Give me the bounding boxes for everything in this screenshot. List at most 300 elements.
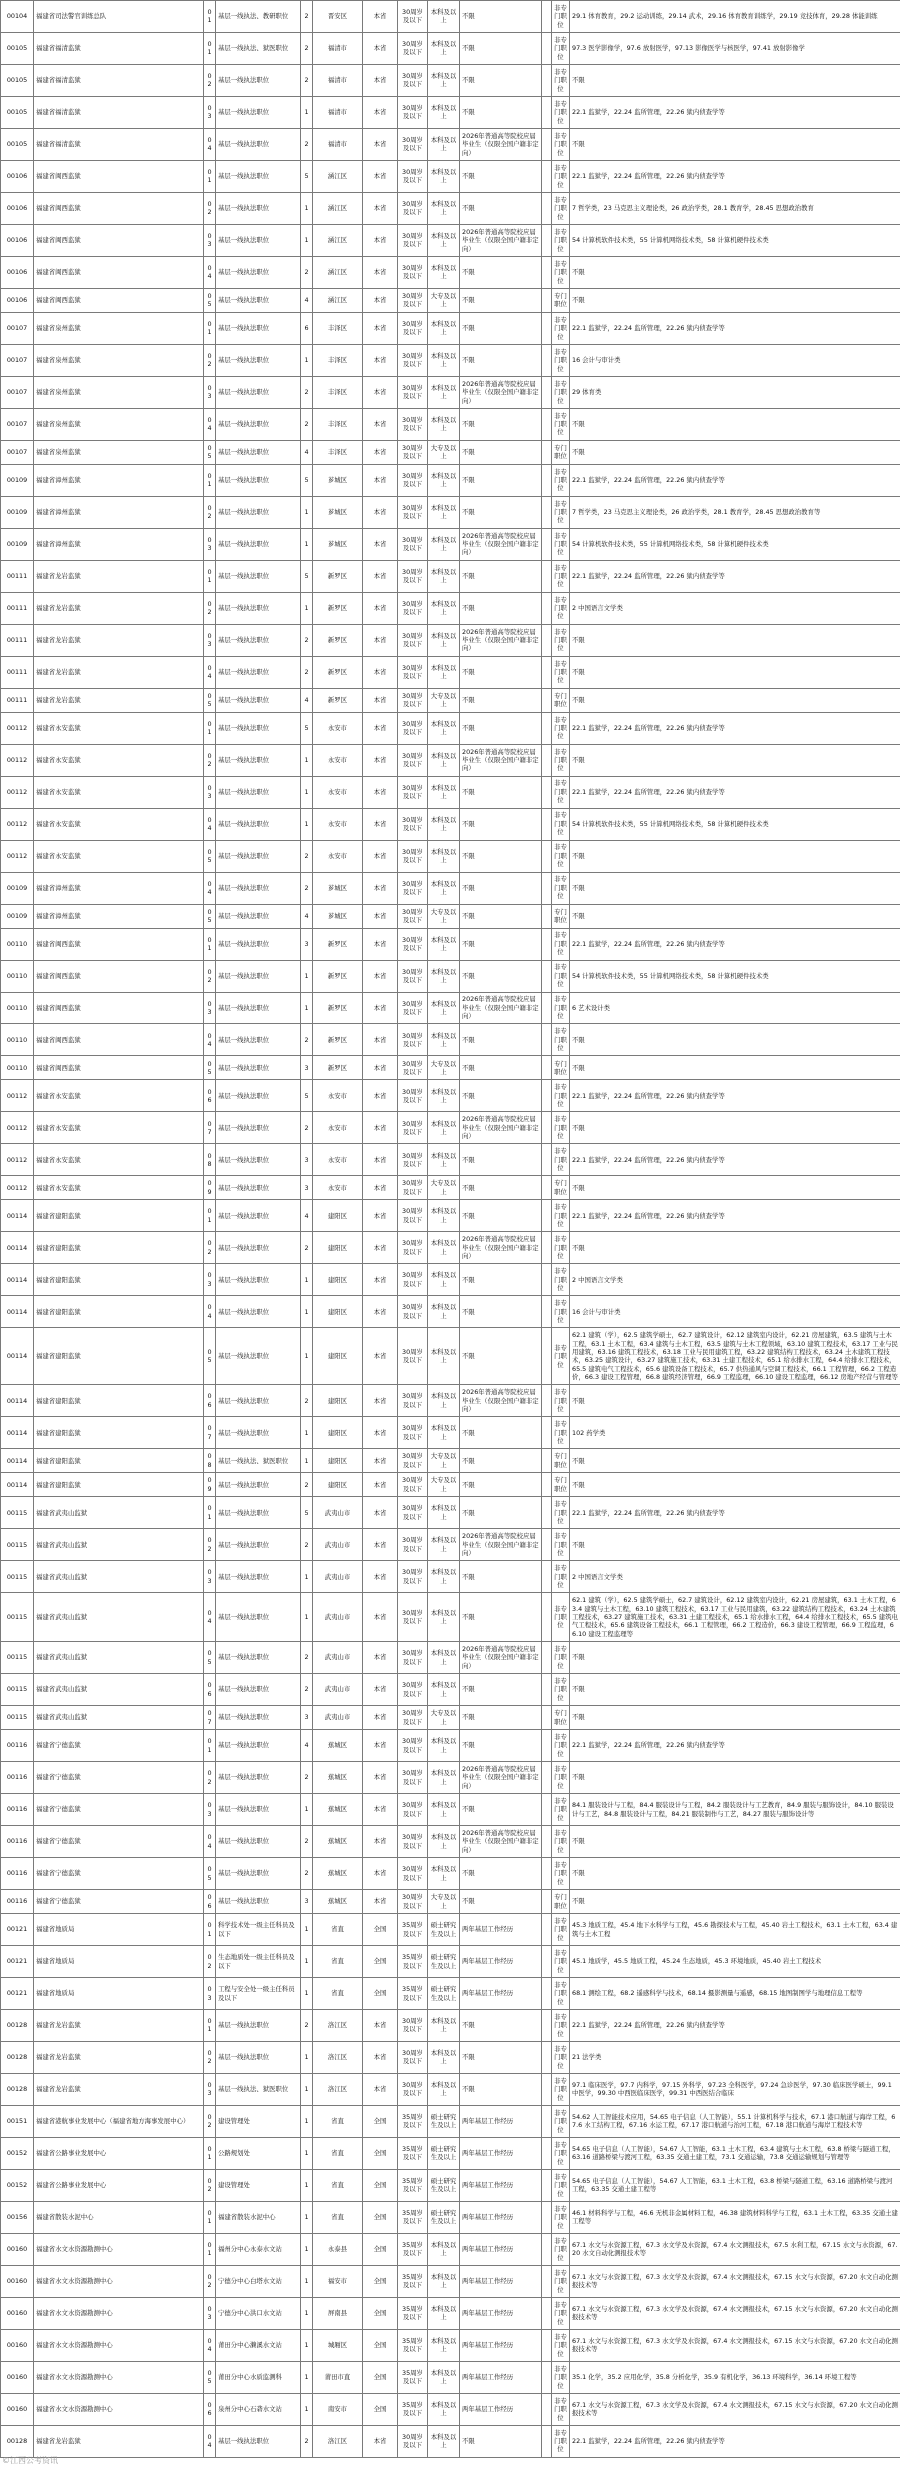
household-scope-cell: 本省 [363,464,398,496]
position-name-cell: 基层一线执法职位 [216,560,301,592]
unit-name-cell: 福建省永安监狱 [34,808,204,840]
unit-name-cell: 福建省建阳监狱 [34,1232,204,1264]
position-type-cell: 非专门职位 [552,1730,570,1762]
note-cell-cell [542,64,552,96]
unit-code-cell: 00109 [1,464,34,496]
headcount-cell: 1 [301,960,313,992]
major-requirement-cell: 不限 [570,1858,900,1890]
position-code-cell: 01 [204,2233,216,2265]
work-location-cell: 武夷山市 [313,1593,363,1642]
position-code-cell: 02 [204,192,216,224]
position-name-cell: 基层一线执法职位 [216,2041,301,2073]
work-location-cell: 莆田市直 [313,2361,363,2393]
position-code-cell: 02 [204,1529,216,1561]
unit-code-cell: 00112 [1,840,34,872]
note-cell-cell [542,1296,552,1328]
work-location-cell: 建阳区 [313,1200,363,1232]
major-requirement-cell: 不限 [570,1385,900,1417]
education-cell: 本科及以上 [428,872,460,904]
headcount-cell: 2 [301,128,313,160]
position-type-cell: 非专门职位 [552,376,570,408]
unit-name-cell: 福建省永安监狱 [34,1080,204,1112]
position-code-cell: 06 [204,1890,216,1914]
work-location-cell: 新罗区 [313,656,363,688]
position-name-cell: 基层一线执法职位 [216,744,301,776]
unit-name-cell: 福建省水文水资源勘测中心 [34,2233,204,2265]
other-requirement-cell: 不限 [460,2010,542,2042]
position-name-cell: 莆田分中心濑溪水文站 [216,2329,301,2361]
major-requirement-cell: 不限 [570,1890,900,1914]
position-type-cell: 非专门职位 [552,928,570,960]
position-type-cell: 非专门职位 [552,1946,570,1978]
unit-code-cell: 00112 [1,1080,34,1112]
position-code-cell: 01 [204,464,216,496]
position-name-cell: 基层一线执法职位 [216,256,301,288]
position-code-cell: 03 [204,1978,216,2010]
unit-name-cell: 福建省地质局 [34,1914,204,1946]
unit-code-cell: 00115 [1,1593,34,1642]
position-type-cell: 非专门职位 [552,1385,570,1417]
age-limit-cell: 35周岁及以下 [398,2201,428,2233]
other-requirement-cell: 不限 [460,1056,542,1080]
major-requirement-cell: 不限 [570,1826,900,1858]
note-cell-cell [542,1730,552,1762]
table-row [1,496,900,528]
unit-name-cell: 福建省建阳监狱 [34,1328,204,1385]
unit-name-cell: 福建省漳州监狱 [34,464,204,496]
note-cell-cell [542,160,552,192]
age-limit-cell: 30周岁及以下 [398,928,428,960]
note-cell-cell [542,2361,552,2393]
education-cell: 本科及以上 [428,624,460,656]
household-scope-cell: 本省 [363,1449,398,1473]
unit-code-cell: 00156 [1,2201,34,2233]
age-limit-cell: 30周岁及以下 [398,744,428,776]
other-requirement-cell: 不限 [460,1328,542,1385]
headcount-cell: 1 [301,1264,313,1296]
unit-name-cell: 福建省散装水泥中心 [34,2201,204,2233]
note-cell-cell [542,1024,552,1056]
unit-code-cell: 00112 [1,776,34,808]
other-requirement-cell: 两年基层工作经历 [460,2105,542,2137]
position-name-cell: 基层一线执法职位 [216,688,301,712]
unit-name-cell: 福建省建阳监狱 [34,1264,204,1296]
position-type-cell: 非专门职位 [552,592,570,624]
other-requirement-cell: 两年基层工作经历 [460,2233,542,2265]
position-code-cell: 01 [204,560,216,592]
position-code-cell: 03 [204,2073,216,2105]
education-cell: 本科及以上 [428,2265,460,2297]
age-limit-cell: 30周岁及以下 [398,1112,428,1144]
position-name-cell: 基层一线执法职位 [216,1890,301,1914]
education-cell: 本科及以上 [428,1296,460,1328]
work-location-cell: 丰泽区 [313,376,363,408]
education-cell: 大专及以上 [428,1449,460,1473]
household-scope-cell: 本省 [363,1890,398,1914]
table-row [1,1858,900,1890]
position-name-cell: 福州分中心永泰水文站 [216,2233,301,2265]
age-limit-cell: 30周岁及以下 [398,992,428,1024]
headcount-cell: 2 [301,64,313,96]
major-requirement-cell: 不限 [570,872,900,904]
household-scope-cell: 本省 [363,64,398,96]
headcount-cell: 4 [301,440,313,464]
position-name-cell: 基层一线执法职位 [216,160,301,192]
position-name-cell: 基层一线执法职位 [216,288,301,312]
position-name-cell: 基层一线执法职位 [216,312,301,344]
table-row [1,656,900,688]
position-type-cell: 专门职位 [552,1706,570,1730]
position-code-cell: 01 [204,2137,216,2169]
other-requirement-cell: 两年基层工作经历 [460,2201,542,2233]
table-row [1,1449,900,1473]
household-scope-cell: 本省 [363,1674,398,1706]
education-cell: 本科及以上 [428,32,460,64]
household-scope-cell: 本省 [363,1730,398,1762]
position-name-cell: 基层一线执法职位 [216,928,301,960]
work-location-cell: 丰泽区 [313,344,363,376]
age-limit-cell: 30周岁及以下 [398,1200,428,1232]
note-cell-cell [542,464,552,496]
major-requirement-cell: 2 中国语言文学类 [570,1264,900,1296]
work-location-cell: 建阳区 [313,1417,363,1449]
education-cell: 本科及以上 [428,408,460,440]
unit-name-cell: 福建省泉州监狱 [34,440,204,464]
unit-code-cell: 00109 [1,872,34,904]
headcount-cell: 1 [301,2105,313,2137]
table-row [1,1529,900,1561]
other-requirement-cell: 不限 [460,1561,542,1593]
note-cell-cell [542,1385,552,1417]
other-requirement-cell: 不限 [460,344,542,376]
age-limit-cell: 30周岁及以下 [398,496,428,528]
other-requirement-cell: 两年基层工作经历 [460,2361,542,2393]
work-location-cell: 福清市 [313,32,363,64]
other-requirement-cell: 不限 [460,1449,542,1473]
other-requirement-cell: 不限 [460,1497,542,1529]
unit-code-cell: 00152 [1,2137,34,2169]
note-cell-cell [542,2393,552,2425]
headcount-cell: 2 [301,1024,313,1056]
other-requirement-cell: 两年基层工作经历 [460,2297,542,2329]
education-cell: 本科及以上 [428,1593,460,1642]
position-code-cell: 03 [204,1794,216,1826]
position-type-cell: 非专门职位 [552,1497,570,1529]
unit-name-cell: 福建省宁德监狱 [34,1858,204,1890]
other-requirement-cell: 2026年普通高等院校应届毕业生（仅限全国户籍非定向） [460,128,542,160]
education-cell: 本科及以上 [428,776,460,808]
position-code-cell: 05 [204,1858,216,1890]
note-cell-cell [542,96,552,128]
work-location-cell: 涵江区 [313,192,363,224]
education-cell: 硕士研究生及以上 [428,2105,460,2137]
headcount-cell: 1 [301,1978,313,2010]
position-code-cell: 03 [204,224,216,256]
work-location-cell: 芗城区 [313,496,363,528]
age-limit-cell: 30周岁及以下 [398,1264,428,1296]
other-requirement-cell: 不限 [460,1080,542,1112]
position-name-cell: 基层一线执法、狱医职位 [216,32,301,64]
table-row [1,1328,900,1385]
unit-code-cell: 00114 [1,1328,34,1385]
major-requirement-cell: 21 法学类 [570,2041,900,2073]
table-row [1,2233,900,2265]
position-type-cell: 专门职位 [552,1056,570,1080]
age-limit-cell: 35周岁及以下 [398,2137,428,2169]
unit-name-cell: 福建省龙岩监狱 [34,688,204,712]
headcount-cell: 1 [301,2233,313,2265]
headcount-cell: 5 [301,1080,313,1112]
position-code-cell: 02 [204,64,216,96]
watermark: ©江西公考资讯 [2,2456,58,2465]
major-requirement-cell: 68.1 测绘工程，68.2 遥感科学与技术，68.14 摄影测量与遥感，68.15 地图制图学与地理信息工程等 [570,1978,900,2010]
work-location-cell: 晋安区 [313,1,363,33]
table-row [1,64,900,96]
unit-name-cell: 福建省闽西监狱 [34,256,204,288]
note-cell-cell [542,744,552,776]
headcount-cell: 1 [301,2297,313,2329]
household-scope-cell: 本省 [363,992,398,1024]
unit-name-cell: 福建省龙岩监狱 [34,2041,204,2073]
other-requirement-cell: 不限 [460,312,542,344]
unit-code-cell: 00112 [1,744,34,776]
household-scope-cell: 本省 [363,1232,398,1264]
unit-code-cell: 00107 [1,312,34,344]
headcount-cell: 4 [301,904,313,928]
household-scope-cell: 本省 [363,1794,398,1826]
position-code-cell: 03 [204,528,216,560]
household-scope-cell: 本省 [363,344,398,376]
major-requirement-cell: 46.1 材料科学与工程，46.6 无机非金属材料工程，46.38 建筑材料科学与工程，63.1 土木工程，63.35 交通土建工程等 [570,2201,900,2233]
education-cell: 本科及以上 [428,496,460,528]
household-scope-cell: 本省 [363,592,398,624]
position-type-cell: 非专门职位 [552,1593,570,1642]
unit-name-cell: 福建省建阳监狱 [34,1296,204,1328]
note-cell-cell [542,928,552,960]
note-cell-cell [542,1473,552,1497]
headcount-cell: 1 [301,1946,313,1978]
major-requirement-cell: 22.1 监狱学，22.24 监所管理，22.26 狱内侦查学等 [570,1730,900,1762]
note-cell-cell [542,992,552,1024]
note-cell-cell [542,1449,552,1473]
unit-code-cell: 00111 [1,656,34,688]
headcount-cell: 1 [301,344,313,376]
age-limit-cell: 30周岁及以下 [398,344,428,376]
household-scope-cell: 本省 [363,808,398,840]
note-cell-cell [542,1200,552,1232]
major-requirement-cell: 22.1 监狱学，22.24 监所管理，22.26 狱内侦查学等 [570,712,900,744]
position-type-cell: 非专门职位 [552,528,570,560]
age-limit-cell: 30周岁及以下 [398,1024,428,1056]
position-type-cell: 非专门职位 [552,1794,570,1826]
education-cell: 本科及以上 [428,192,460,224]
table-row [1,1144,900,1176]
position-name-cell: 基层一线执法职位 [216,1328,301,1385]
unit-code-cell: 00112 [1,1176,34,1200]
position-code-cell: 04 [204,1296,216,1328]
note-cell-cell [542,1232,552,1264]
position-code-cell: 03 [204,96,216,128]
unit-name-cell: 福建省闽西监狱 [34,928,204,960]
position-name-cell: 基层一线执法职位 [216,2010,301,2042]
education-cell: 本科及以上 [428,312,460,344]
position-code-cell: 02 [204,960,216,992]
table-row [1,440,900,464]
household-scope-cell: 全国 [363,2329,398,2361]
major-requirement-cell: 不限 [570,64,900,96]
age-limit-cell: 30周岁及以下 [398,192,428,224]
table-row [1,1706,900,1730]
unit-name-cell: 福建省泉州监狱 [34,312,204,344]
position-type-cell: 非专门职位 [552,256,570,288]
household-scope-cell: 本省 [363,32,398,64]
table-row [1,1762,900,1794]
education-cell: 本科及以上 [428,1826,460,1858]
major-requirement-cell: 102 药学类 [570,1417,900,1449]
unit-code-cell: 00106 [1,192,34,224]
age-limit-cell: 30周岁及以下 [398,1417,428,1449]
unit-code-cell: 00111 [1,688,34,712]
table-row [1,1826,900,1858]
unit-name-cell: 福建省龙岩监狱 [34,560,204,592]
position-type-cell: 非专门职位 [552,2361,570,2393]
household-scope-cell: 本省 [363,1080,398,1112]
unit-name-cell: 福建省武夷山监狱 [34,1561,204,1593]
unit-code-cell: 00112 [1,1144,34,1176]
headcount-cell: 3 [301,928,313,960]
education-cell: 本科及以上 [428,1200,460,1232]
age-limit-cell: 35周岁及以下 [398,2297,428,2329]
unit-name-cell: 福建省漳州监狱 [34,496,204,528]
age-limit-cell: 30周岁及以下 [398,1176,428,1200]
headcount-cell: 1 [301,1296,313,1328]
other-requirement-cell: 两年基层工作经历 [460,2169,542,2201]
education-cell: 本科及以上 [428,2233,460,2265]
other-requirement-cell: 不限 [460,1264,542,1296]
note-cell-cell [542,712,552,744]
work-location-cell: 蕉城区 [313,1730,363,1762]
education-cell: 本科及以上 [428,1497,460,1529]
table-row [1,624,900,656]
household-scope-cell: 本省 [363,872,398,904]
education-cell: 本科及以上 [428,960,460,992]
unit-name-cell: 福建省泉州监狱 [34,408,204,440]
headcount-cell: 2 [301,1858,313,1890]
major-requirement-cell: 22.1 监狱学，22.24 监所管理，22.26 狱内侦查学等 [570,1200,900,1232]
education-cell: 本科及以上 [428,744,460,776]
education-cell: 本科及以上 [428,1328,460,1385]
headcount-cell: 1 [301,528,313,560]
table-row [1,992,900,1024]
age-limit-cell: 30周岁及以下 [398,1826,428,1858]
headcount-cell: 1 [301,776,313,808]
other-requirement-cell: 不限 [460,1593,542,1642]
work-location-cell: 省直 [313,1978,363,2010]
headcount-cell: 1 [301,744,313,776]
age-limit-cell: 30周岁及以下 [398,2425,428,2457]
position-name-cell: 基层一线执法职位 [216,528,301,560]
work-location-cell: 建阳区 [313,1449,363,1473]
note-cell-cell [542,1176,552,1200]
other-requirement-cell: 不限 [460,1730,542,1762]
position-name-cell: 基层一线执法职位 [216,1794,301,1826]
major-requirement-cell: 67.1 水文与水资源工程，67.3 水文学及水资源，67.4 水文测报技术，67.15 水文与水资源，67.20 水文自动化测报技术等 [570,2393,900,2425]
age-limit-cell: 30周岁及以下 [398,872,428,904]
headcount-cell: 2 [301,1826,313,1858]
unit-code-cell: 00105 [1,32,34,64]
major-requirement-cell: 不限 [570,256,900,288]
position-code-cell: 01 [204,1,216,33]
work-location-cell: 建阳区 [313,1385,363,1417]
other-requirement-cell: 不限 [460,1417,542,1449]
age-limit-cell: 30周岁及以下 [398,1328,428,1385]
position-code-cell: 04 [204,808,216,840]
household-scope-cell: 本省 [363,1,398,33]
age-limit-cell: 30周岁及以下 [398,464,428,496]
work-location-cell: 建阳区 [313,1264,363,1296]
age-limit-cell: 30周岁及以下 [398,592,428,624]
note-cell-cell [542,312,552,344]
unit-code-cell: 00112 [1,1112,34,1144]
unit-name-cell: 福建省龙岩监狱 [34,656,204,688]
note-cell-cell [542,496,552,528]
unit-code-cell: 00114 [1,1449,34,1473]
work-location-cell: 福安市 [313,2265,363,2297]
position-code-cell: 03 [204,1561,216,1593]
table-row [1,376,900,408]
unit-code-cell: 00116 [1,1762,34,1794]
work-location-cell: 省直 [313,2137,363,2169]
headcount-cell: 1 [301,2393,313,2425]
major-requirement-cell: 不限 [570,624,900,656]
note-cell-cell [542,2329,552,2361]
note-cell-cell [542,1080,552,1112]
position-name-cell: 科学技术处一级主任科员及以下 [216,1914,301,1946]
household-scope-cell: 本省 [363,192,398,224]
age-limit-cell: 30周岁及以下 [398,1232,428,1264]
unit-code-cell: 00114 [1,1417,34,1449]
position-type-cell: 非专门职位 [552,1417,570,1449]
unit-code-cell: 00104 [1,1,34,33]
work-location-cell: 建阳区 [313,1328,363,1385]
unit-name-cell: 福建省永安监狱 [34,1176,204,1200]
note-cell-cell [542,872,552,904]
household-scope-cell: 全国 [363,2137,398,2169]
unit-code-cell: 00121 [1,1946,34,1978]
note-cell-cell [542,256,552,288]
unit-name-cell: 福建省闽西监狱 [34,192,204,224]
other-requirement-cell: 不限 [460,1296,542,1328]
unit-name-cell: 福建省闽西监狱 [34,288,204,312]
other-requirement-cell: 两年基层工作经历 [460,2265,542,2297]
note-cell-cell [542,1056,552,1080]
unit-code-cell: 00114 [1,1385,34,1417]
unit-code-cell: 00116 [1,1858,34,1890]
table-row [1,192,900,224]
headcount-cell: 1 [301,2169,313,2201]
position-name-cell: 基层一线执法、教研职位 [216,1,301,33]
age-limit-cell: 30周岁及以下 [398,256,428,288]
position-name-cell: 公路规划处 [216,2137,301,2169]
age-limit-cell: 30周岁及以下 [398,1890,428,1914]
table-row [1,1417,900,1449]
unit-code-cell: 00116 [1,1730,34,1762]
headcount-cell: 1 [301,2361,313,2393]
note-cell-cell [542,960,552,992]
headcount-cell: 2 [301,32,313,64]
major-requirement-cell: 22.1 监狱学，22.24 监所管理，22.26 狱内侦查学等 [570,776,900,808]
position-name-cell: 基层一线执法职位 [216,992,301,1024]
